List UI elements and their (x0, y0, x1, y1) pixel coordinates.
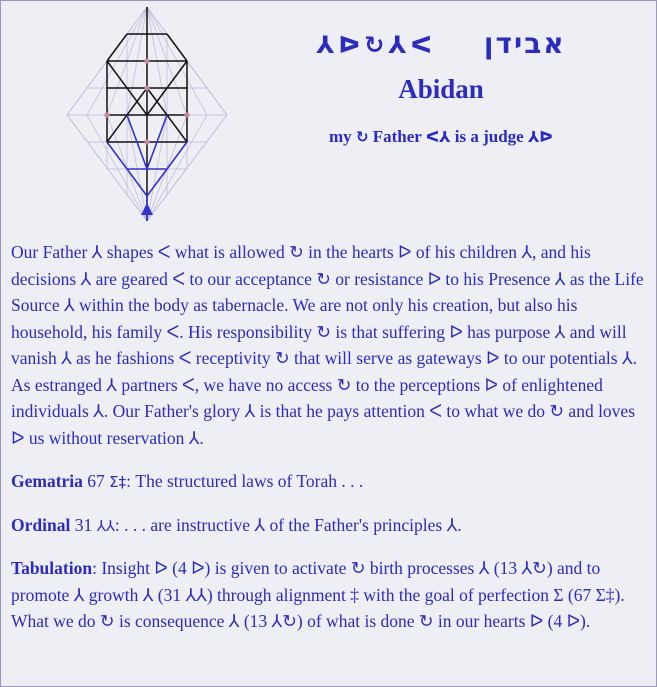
ordinal-label: Ordinal (11, 514, 71, 535)
meaning-pre: my (329, 127, 352, 146)
ordinal-value: 31 (74, 514, 93, 535)
body-text (11, 239, 651, 635)
page-title: Abidan (398, 74, 484, 104)
tree-of-life-diamond-diagram (63, 3, 231, 225)
name-hebrew-line (241, 27, 641, 60)
gematria-text: : The structured laws of Torah . . . (126, 471, 364, 491)
gematria-glyphs: Σ‡ (109, 473, 127, 491)
gematria-line (11, 468, 651, 496)
tabulation-text: : Insight ᐅ (4 ᐅ) is given to activate ↻ birth processes ⅄ (13 ⅄↻) and to promote ⅄ growth ⅄ (31 ⅄⅄) through alignment ‡ with the goal of perfection Σ (67 Σ‡). What we do ↻ is consequence ⅄ (13 ⅄↻) of what is done ↻ in our hearts ᐅ (4 ᐅ). (11, 558, 625, 631)
ordinal-line (11, 512, 651, 540)
meaning-glyph-2: ᐸ⅄ (425, 128, 451, 146)
name-paleo-hebrew: ⅄ᐅ↻⅄ᐸ (316, 31, 436, 59)
gematria-value: 67 (87, 471, 105, 491)
meaning-mid-2: is a judge (454, 127, 524, 146)
title-block (241, 27, 641, 147)
main-paragraph: Our Father ⅄ shapes ᐸ what is allowed ↻ in the hearts ᐅ of his children ⅄, and his decisions ⅄ are geared ᐸ to our acceptance ↻ or resistance ᐅ to his Presence ⅄ as the Life Source ⅄ within the body as tabernacle. We are not only his creation, but also his household, his family ᐸ. His responsibility ↻ is that suffering ᐅ has purpose ⅄ and will vanish ⅄ as he fashions ᐸ receptivity ↻ that will serve as gateways ᐅ to our potentials ⅄. As estranged ⅄ partners ᐸ, we have no access ↻ to the perceptions ᐅ of enlightened individuals ⅄. Our Father's glory ⅄ is that he pays attention ᐸ to what we do ↻ and loves ᐅ us without reservation ⅄. (11, 242, 644, 448)
name-square-hebrew: אבידן (483, 27, 566, 60)
meaning-glyph-3: ⅄ᐅ (527, 128, 553, 146)
ordinal-text: : . . . are instructive ⅄ of the Father's principles ⅄. (114, 514, 462, 535)
header (1, 1, 656, 229)
gematria-label: Gematria (11, 471, 83, 491)
ordinal-glyphs: ⅄⅄ (96, 516, 115, 535)
tabulation-line (11, 555, 651, 635)
meaning-mid-1: Father (372, 127, 422, 146)
meaning-glyph-1: ↻ (355, 128, 369, 146)
name-meaning (241, 127, 641, 147)
tabulation-label: Tabulation (11, 558, 93, 578)
